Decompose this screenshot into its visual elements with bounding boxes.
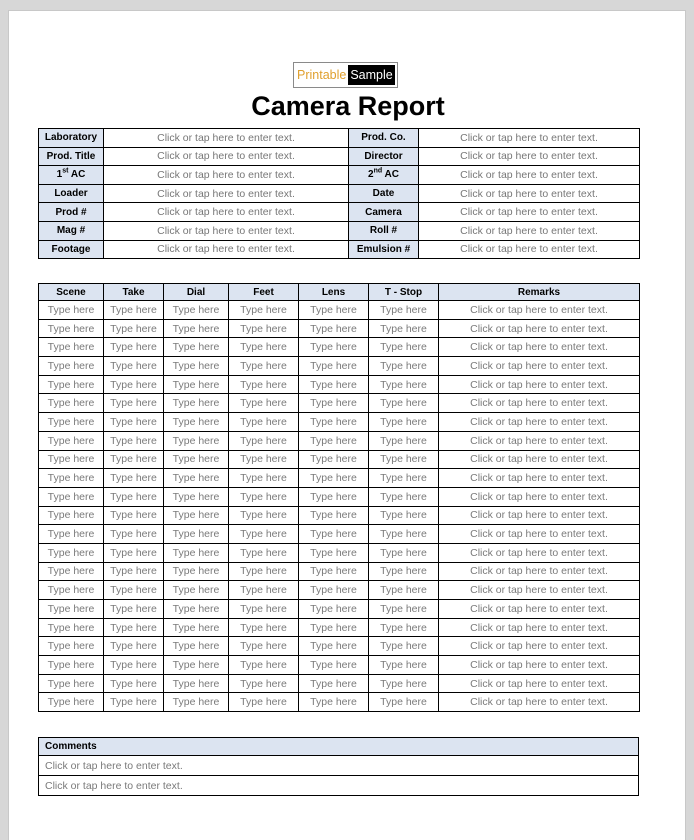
scene-cell[interactable]: Type here	[39, 581, 104, 600]
lens-cell[interactable]: Type here	[299, 525, 369, 544]
take-cell[interactable]: Type here	[104, 600, 164, 619]
shot-log-row	[39, 375, 640, 394]
lens-cell[interactable]: Type here	[299, 600, 369, 619]
feet-cell[interactable]: Type here	[229, 487, 299, 506]
shot-log-row	[39, 469, 640, 488]
remarks-cell[interactable]: Click or tap here to enter text.	[439, 637, 640, 656]
shot-log-header-row	[39, 284, 640, 301]
label-prod-title: Prod. Title	[39, 147, 104, 166]
prod-co-field[interactable]: Click or tap here to enter text.	[419, 129, 640, 148]
info-row	[39, 203, 640, 222]
director-field[interactable]: Click or tap here to enter text.	[419, 147, 640, 166]
column-header-remarks: Remarks	[439, 284, 640, 301]
scene-cell[interactable]: Type here	[39, 394, 104, 413]
shot-log-row	[39, 618, 640, 637]
info-row	[39, 166, 640, 185]
shot-log-row	[39, 357, 640, 376]
take-cell[interactable]: Type here	[104, 413, 164, 432]
feet-cell[interactable]: Type here	[229, 357, 299, 376]
date-field[interactable]: Click or tap here to enter text.	[419, 184, 640, 203]
scene-cell[interactable]: Type here	[39, 543, 104, 562]
2nd-ac-field[interactable]: Click or tap here to enter text.	[419, 166, 640, 185]
t-stop-cell[interactable]: Type here	[369, 431, 439, 450]
dial-cell[interactable]: Type here	[164, 469, 229, 488]
remarks-cell[interactable]: Click or tap here to enter text.	[439, 357, 640, 376]
t-stop-cell[interactable]: Type here	[369, 693, 439, 712]
scene-cell[interactable]: Type here	[39, 319, 104, 338]
feet-cell[interactable]: Type here	[229, 656, 299, 675]
scene-cell[interactable]: Type here	[39, 357, 104, 376]
scene-cell[interactable]: Type here	[39, 506, 104, 525]
column-header-lens: Lens	[299, 284, 369, 301]
production-info-table	[38, 128, 640, 259]
dial-cell[interactable]: Type here	[164, 431, 229, 450]
take-cell[interactable]: Type here	[104, 394, 164, 413]
remarks-cell[interactable]: Click or tap here to enter text.	[439, 562, 640, 581]
remarks-cell[interactable]: Click or tap here to enter text.	[439, 431, 640, 450]
lens-cell[interactable]: Type here	[299, 301, 369, 320]
label-2nd-ac-text: AC	[382, 169, 399, 181]
dial-cell[interactable]: Type here	[164, 600, 229, 619]
remarks-cell[interactable]: Click or tap here to enter text.	[439, 600, 640, 619]
feet-cell[interactable]: Type here	[229, 506, 299, 525]
comments-header-row	[39, 738, 639, 756]
take-cell[interactable]: Type here	[104, 319, 164, 338]
t-stop-cell[interactable]: Type here	[369, 656, 439, 675]
comment-field[interactable]: Click or tap here to enter text.	[39, 776, 639, 796]
label-laboratory: Laboratory	[39, 129, 104, 148]
take-cell[interactable]: Type here	[104, 487, 164, 506]
info-row	[39, 240, 640, 259]
shot-log-row	[39, 431, 640, 450]
label-1st-ac	[39, 166, 104, 185]
feet-cell[interactable]: Type here	[229, 693, 299, 712]
remarks-cell[interactable]: Click or tap here to enter text.	[439, 413, 640, 432]
feet-cell[interactable]: Type here	[229, 413, 299, 432]
t-stop-cell[interactable]: Type here	[369, 487, 439, 506]
t-stop-cell[interactable]: Type here	[369, 450, 439, 469]
take-cell[interactable]: Type here	[104, 469, 164, 488]
comments-row	[39, 776, 639, 796]
label-loader: Loader	[39, 184, 104, 203]
scene-cell[interactable]: Type here	[39, 450, 104, 469]
column-header-take: Take	[104, 284, 164, 301]
dial-cell[interactable]: Type here	[164, 450, 229, 469]
label-prod-number: Prod #	[39, 203, 104, 222]
shot-log-row	[39, 506, 640, 525]
info-row	[39, 147, 640, 166]
feet-cell[interactable]: Type here	[229, 319, 299, 338]
lens-cell[interactable]: Type here	[299, 431, 369, 450]
remarks-cell[interactable]: Click or tap here to enter text.	[439, 525, 640, 544]
scene-cell[interactable]: Type here	[39, 469, 104, 488]
dial-cell[interactable]: Type here	[164, 656, 229, 675]
dial-cell[interactable]: Type here	[164, 413, 229, 432]
comments-row	[39, 756, 639, 776]
take-cell[interactable]: Type here	[104, 506, 164, 525]
dial-cell[interactable]: Type here	[164, 319, 229, 338]
logo-text-sample: Sample	[348, 65, 394, 85]
remarks-cell[interactable]: Click or tap here to enter text.	[439, 375, 640, 394]
lens-cell[interactable]: Type here	[299, 562, 369, 581]
scene-cell[interactable]: Type here	[39, 338, 104, 357]
t-stop-cell[interactable]: Type here	[369, 506, 439, 525]
lens-cell[interactable]: Type here	[299, 394, 369, 413]
label-2nd-ac	[349, 166, 419, 185]
feet-cell[interactable]: Type here	[229, 301, 299, 320]
lens-cell[interactable]: Type here	[299, 693, 369, 712]
take-cell[interactable]: Type here	[104, 693, 164, 712]
info-row	[39, 221, 640, 240]
label-camera: Camera	[349, 203, 419, 222]
remarks-cell[interactable]: Click or tap here to enter text.	[439, 618, 640, 637]
t-stop-cell[interactable]: Type here	[369, 301, 439, 320]
loader-field[interactable]: Click or tap here to enter text.	[104, 184, 349, 203]
feet-cell[interactable]: Type here	[229, 375, 299, 394]
remarks-cell[interactable]: Click or tap here to enter text.	[439, 581, 640, 600]
dial-cell[interactable]: Type here	[164, 338, 229, 357]
shot-log-row	[39, 581, 640, 600]
shot-log-row	[39, 637, 640, 656]
shot-log-row	[39, 600, 640, 619]
dial-cell[interactable]: Type here	[164, 543, 229, 562]
remarks-cell[interactable]: Click or tap here to enter text.	[439, 301, 640, 320]
prod-number-field[interactable]: Click or tap here to enter text.	[104, 203, 349, 222]
feet-cell[interactable]: Type here	[229, 431, 299, 450]
dial-cell[interactable]: Type here	[164, 506, 229, 525]
label-footage: Footage	[39, 240, 104, 259]
lens-cell[interactable]: Type here	[299, 618, 369, 637]
roll-number-field[interactable]: Click or tap here to enter text.	[419, 221, 640, 240]
1st-ac-field[interactable]: Click or tap here to enter text.	[104, 166, 349, 185]
shot-log-row	[39, 693, 640, 712]
dial-cell[interactable]: Type here	[164, 301, 229, 320]
dial-cell[interactable]: Type here	[164, 674, 229, 693]
lens-cell[interactable]: Type here	[299, 450, 369, 469]
info-row	[39, 129, 640, 148]
column-header-dial: Dial	[164, 284, 229, 301]
scene-cell[interactable]: Type here	[39, 375, 104, 394]
lens-cell[interactable]: Type here	[299, 413, 369, 432]
scene-cell[interactable]: Type here	[39, 487, 104, 506]
take-cell[interactable]: Type here	[104, 338, 164, 357]
take-cell[interactable]: Type here	[104, 656, 164, 675]
lens-cell[interactable]: Type here	[299, 637, 369, 656]
scene-cell[interactable]: Type here	[39, 674, 104, 693]
label-1st-ac-number: 1	[56, 169, 63, 181]
take-cell[interactable]: Type here	[104, 562, 164, 581]
label-mag-number: Mag #	[39, 221, 104, 240]
scene-cell[interactable]: Type here	[39, 525, 104, 544]
take-cell[interactable]: Type here	[104, 301, 164, 320]
feet-cell[interactable]: Type here	[229, 525, 299, 544]
remarks-cell[interactable]: Click or tap here to enter text.	[439, 543, 640, 562]
laboratory-field[interactable]: Click or tap here to enter text.	[104, 129, 349, 148]
label-2nd-ac-number: 2	[368, 169, 374, 181]
scene-cell[interactable]: Type here	[39, 301, 104, 320]
dial-cell[interactable]: Type here	[164, 637, 229, 656]
lens-cell[interactable]: Type here	[299, 319, 369, 338]
feet-cell[interactable]: Type here	[229, 637, 299, 656]
lens-cell[interactable]: Type here	[299, 469, 369, 488]
dial-cell[interactable]: Type here	[164, 562, 229, 581]
t-stop-cell[interactable]: Type here	[369, 674, 439, 693]
shot-log-row	[39, 338, 640, 357]
feet-cell[interactable]: Type here	[229, 600, 299, 619]
label-date: Date	[349, 184, 419, 203]
brand-logo	[293, 62, 398, 88]
t-stop-cell[interactable]: Type here	[369, 525, 439, 544]
dial-cell[interactable]: Type here	[164, 394, 229, 413]
lens-cell[interactable]: Type here	[299, 656, 369, 675]
remarks-cell[interactable]: Click or tap here to enter text.	[439, 338, 640, 357]
scene-cell[interactable]: Type here	[39, 600, 104, 619]
shot-log-row	[39, 487, 640, 506]
t-stop-cell[interactable]: Type here	[369, 357, 439, 376]
lens-cell[interactable]: Type here	[299, 357, 369, 376]
dial-cell[interactable]: Type here	[164, 525, 229, 544]
remarks-cell[interactable]: Click or tap here to enter text.	[439, 656, 640, 675]
column-header-t-stop: T - Stop	[369, 284, 439, 301]
remarks-cell[interactable]: Click or tap here to enter text.	[439, 319, 640, 338]
lens-cell[interactable]: Type here	[299, 506, 369, 525]
dial-cell[interactable]: Type here	[164, 375, 229, 394]
dial-cell[interactable]: Type here	[164, 581, 229, 600]
shot-log-row	[39, 543, 640, 562]
feet-cell[interactable]: Type here	[229, 674, 299, 693]
camera-field[interactable]: Click or tap here to enter text.	[419, 203, 640, 222]
comment-field[interactable]: Click or tap here to enter text.	[39, 756, 639, 776]
label-1st-ac-ordinal: st	[62, 168, 69, 176]
dial-cell[interactable]: Type here	[164, 693, 229, 712]
take-cell[interactable]: Type here	[104, 637, 164, 656]
take-cell[interactable]: Type here	[104, 525, 164, 544]
t-stop-cell[interactable]: Type here	[369, 375, 439, 394]
label-2nd-ac-ordinal: nd	[373, 168, 383, 176]
lens-cell[interactable]: Type here	[299, 375, 369, 394]
label-roll-number: Roll #	[349, 221, 419, 240]
info-row	[39, 184, 640, 203]
take-cell[interactable]: Type here	[104, 581, 164, 600]
scene-cell[interactable]: Type here	[39, 618, 104, 637]
scene-cell[interactable]: Type here	[39, 637, 104, 656]
remarks-cell[interactable]: Click or tap here to enter text.	[439, 693, 640, 712]
t-stop-cell[interactable]: Type here	[369, 562, 439, 581]
column-header-feet: Feet	[229, 284, 299, 301]
feet-cell[interactable]: Type here	[229, 562, 299, 581]
t-stop-cell[interactable]: Type here	[369, 338, 439, 357]
lens-cell[interactable]: Type here	[299, 487, 369, 506]
take-cell[interactable]: Type here	[104, 674, 164, 693]
shot-log-row	[39, 450, 640, 469]
take-cell[interactable]: Type here	[104, 431, 164, 450]
shot-log-table	[38, 283, 640, 712]
shot-log-row	[39, 394, 640, 413]
remarks-cell[interactable]: Click or tap here to enter text.	[439, 506, 640, 525]
logo-text-printable: Printable	[297, 68, 347, 82]
dial-cell[interactable]: Type here	[164, 357, 229, 376]
t-stop-cell[interactable]: Type here	[369, 637, 439, 656]
scene-cell[interactable]: Type here	[39, 431, 104, 450]
take-cell[interactable]: Type here	[104, 618, 164, 637]
label-emulsion-number: Emulsion #	[349, 240, 419, 259]
remarks-cell[interactable]: Click or tap here to enter text.	[439, 469, 640, 488]
footage-field[interactable]: Click or tap here to enter text.	[104, 240, 349, 259]
emulsion-number-field[interactable]: Click or tap here to enter text.	[419, 240, 640, 259]
dial-cell[interactable]: Type here	[164, 618, 229, 637]
label-prod-co: Prod. Co.	[349, 129, 419, 148]
column-header-scene: Scene	[39, 284, 104, 301]
t-stop-cell[interactable]: Type here	[369, 600, 439, 619]
feet-cell[interactable]: Type here	[229, 581, 299, 600]
lens-cell[interactable]: Type here	[299, 581, 369, 600]
shot-log-row	[39, 413, 640, 432]
shot-log-row	[39, 525, 640, 544]
feet-cell[interactable]: Type here	[229, 469, 299, 488]
take-cell[interactable]: Type here	[104, 450, 164, 469]
t-stop-cell[interactable]: Type here	[369, 618, 439, 637]
label-director: Director	[349, 147, 419, 166]
mag-number-field[interactable]: Click or tap here to enter text.	[104, 221, 349, 240]
feet-cell[interactable]: Type here	[229, 338, 299, 357]
shot-log-row	[39, 301, 640, 320]
remarks-cell[interactable]: Click or tap here to enter text.	[439, 450, 640, 469]
take-cell[interactable]: Type here	[104, 543, 164, 562]
remarks-cell[interactable]: Click or tap here to enter text.	[439, 487, 640, 506]
t-stop-cell[interactable]: Type here	[369, 543, 439, 562]
feet-cell[interactable]: Type here	[229, 450, 299, 469]
scene-cell[interactable]: Type here	[39, 413, 104, 432]
t-stop-cell[interactable]: Type here	[369, 581, 439, 600]
take-cell[interactable]: Type here	[104, 375, 164, 394]
shot-log-row	[39, 562, 640, 581]
shot-log-row	[39, 674, 640, 693]
feet-cell[interactable]: Type here	[229, 618, 299, 637]
t-stop-cell[interactable]: Type here	[369, 469, 439, 488]
t-stop-cell[interactable]: Type here	[369, 319, 439, 338]
remarks-cell[interactable]: Click or tap here to enter text.	[439, 674, 640, 693]
comments-heading: Comments	[39, 738, 639, 756]
page-title: Camera Report	[251, 91, 445, 121]
lens-cell[interactable]: Type here	[299, 338, 369, 357]
shot-log-row	[39, 656, 640, 675]
t-stop-cell[interactable]: Type here	[369, 413, 439, 432]
lens-cell[interactable]: Type here	[299, 543, 369, 562]
remarks-cell[interactable]: Click or tap here to enter text.	[439, 394, 640, 413]
shot-log-body	[39, 301, 640, 712]
t-stop-cell[interactable]: Type here	[369, 394, 439, 413]
shot-log-row	[39, 319, 640, 338]
comments-table	[38, 737, 639, 796]
label-1st-ac-text: AC	[68, 169, 86, 181]
scene-cell[interactable]: Type here	[39, 693, 104, 712]
take-cell[interactable]: Type here	[104, 357, 164, 376]
dial-cell[interactable]: Type here	[164, 487, 229, 506]
feet-cell[interactable]: Type here	[229, 543, 299, 562]
feet-cell[interactable]: Type here	[229, 394, 299, 413]
lens-cell[interactable]: Type here	[299, 674, 369, 693]
prod-title-field[interactable]: Click or tap here to enter text.	[104, 147, 349, 166]
scene-cell[interactable]: Type here	[39, 562, 104, 581]
scene-cell[interactable]: Type here	[39, 656, 104, 675]
